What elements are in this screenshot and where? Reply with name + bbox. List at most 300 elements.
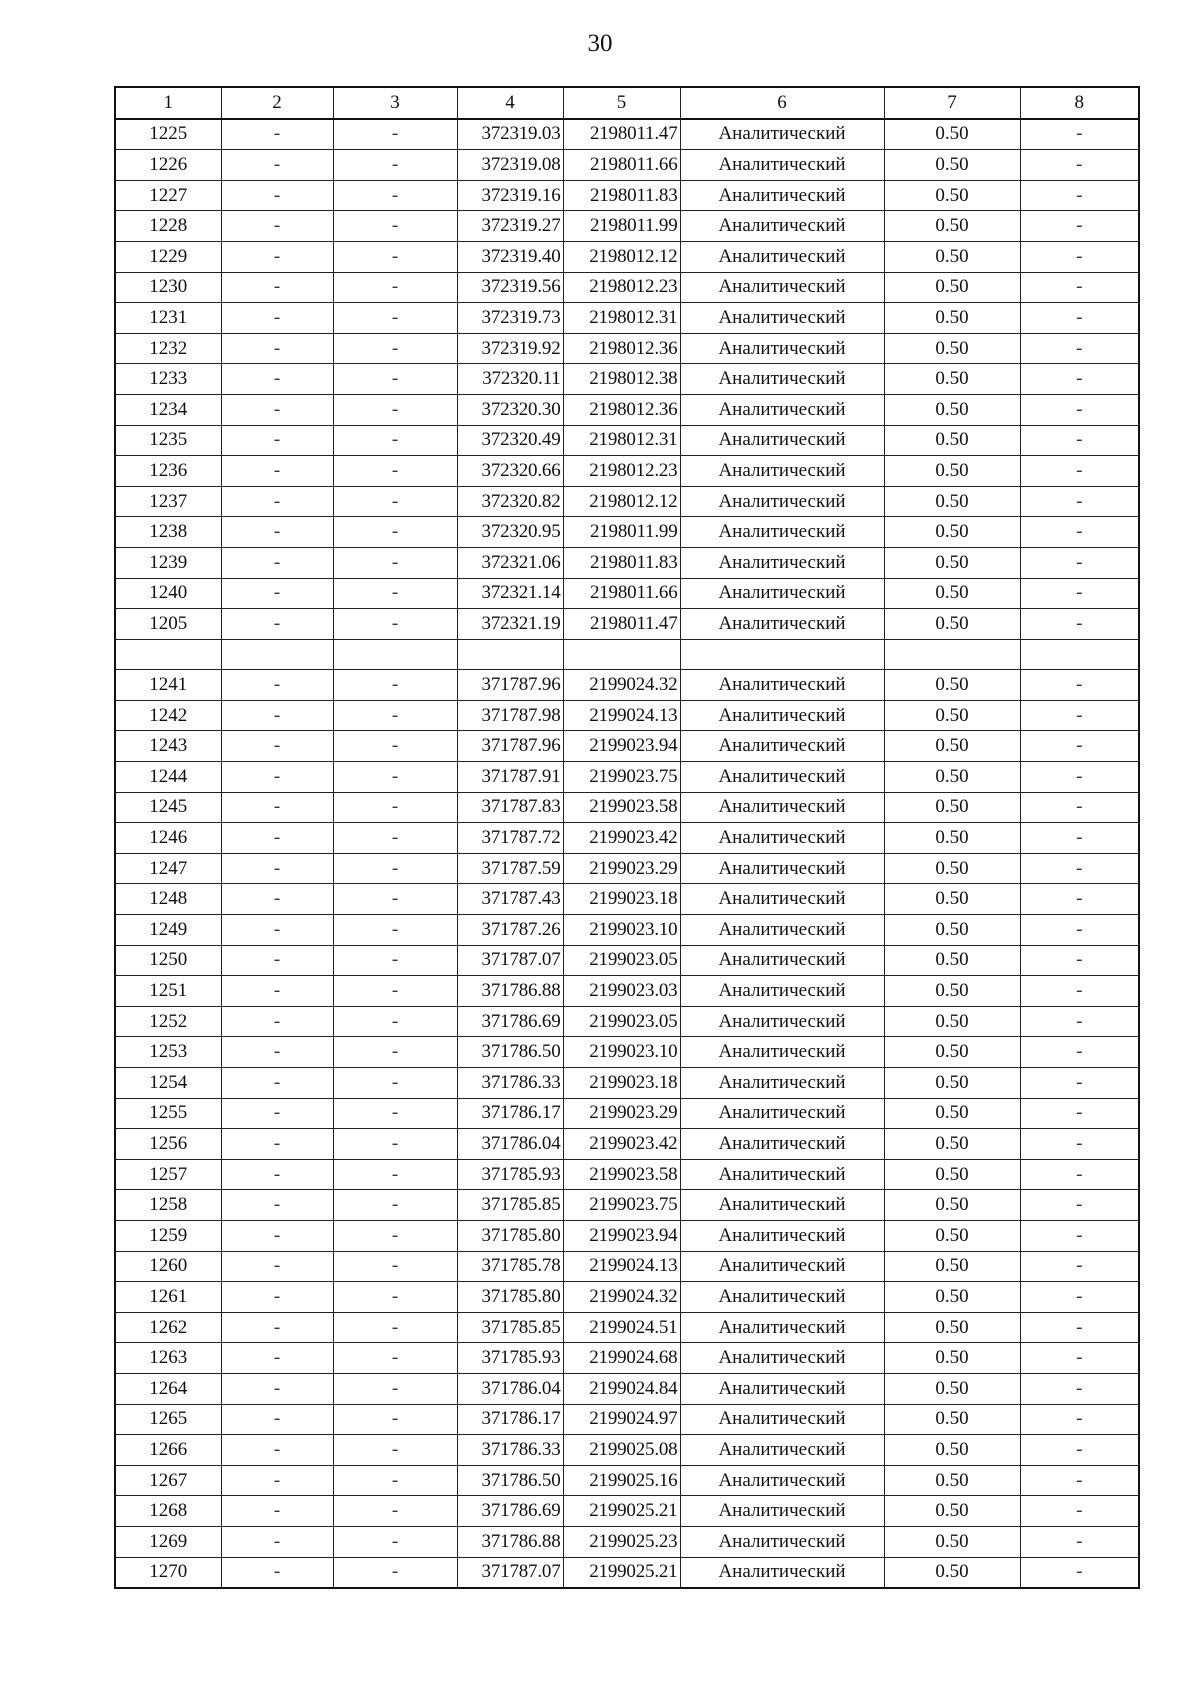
table-row: [115, 670, 1139, 701]
y-coordinate-cell: 2199023.29: [563, 1098, 680, 1129]
col3-cell: -: [333, 1557, 457, 1588]
col2-cell: -: [221, 1220, 333, 1251]
x-coordinate-cell: 371787.07: [457, 945, 563, 976]
table-row: [115, 456, 1139, 487]
x-coordinate-cell: 372319.40: [457, 241, 563, 272]
col2-cell: -: [221, 1373, 333, 1404]
x-coordinate-cell: 372320.30: [457, 394, 563, 425]
y-coordinate-cell: 2199023.42: [563, 1129, 680, 1160]
accuracy-cell: 0.50: [884, 792, 1020, 823]
col3-cell: -: [333, 180, 457, 211]
y-coordinate-cell: 2199023.94: [563, 731, 680, 762]
col3-cell: -: [333, 303, 457, 334]
method-cell: Аналитический: [680, 180, 884, 211]
x-coordinate-cell: 372319.92: [457, 333, 563, 364]
y-coordinate-cell: 2199023.58: [563, 1159, 680, 1190]
y-coordinate-cell: 2198012.31: [563, 425, 680, 456]
col2-cell: -: [221, 1251, 333, 1282]
col3-cell: -: [333, 1373, 457, 1404]
col3-cell: -: [333, 853, 457, 884]
table-row: [115, 211, 1139, 242]
point-number-cell: 1227: [115, 180, 221, 211]
col2-cell: -: [221, 945, 333, 976]
table-row: [115, 976, 1139, 1007]
col3-cell: -: [333, 241, 457, 272]
col8-cell: -: [1020, 1006, 1139, 1037]
method-cell: Аналитический: [680, 1435, 884, 1466]
method-cell: Аналитический: [680, 272, 884, 303]
y-coordinate-cell: 2199024.84: [563, 1373, 680, 1404]
col2-cell: -: [221, 425, 333, 456]
col2-cell: -: [221, 1404, 333, 1435]
table-row: [115, 1557, 1139, 1588]
col8-cell: -: [1020, 731, 1139, 762]
point-number-cell: 1239: [115, 547, 221, 578]
col2-cell: -: [221, 1129, 333, 1160]
x-coordinate-cell: 372320.95: [457, 517, 563, 548]
x-coordinate-cell: 371786.69: [457, 1006, 563, 1037]
y-coordinate-cell: 2199024.32: [563, 670, 680, 701]
table-row: [115, 578, 1139, 609]
col3-cell: -: [333, 211, 457, 242]
accuracy-cell: 0.50: [884, 1006, 1020, 1037]
col2-cell: -: [221, 1465, 333, 1496]
x-coordinate-cell: 372321.06: [457, 547, 563, 578]
col3-cell: -: [333, 1251, 457, 1282]
accuracy-cell: 0.50: [884, 1435, 1020, 1466]
method-cell: Аналитический: [680, 976, 884, 1007]
col2-cell: -: [221, 547, 333, 578]
x-coordinate-cell: 372319.08: [457, 150, 563, 181]
col3-cell: -: [333, 333, 457, 364]
col3-cell: -: [333, 1220, 457, 1251]
method-cell: Аналитический: [680, 425, 884, 456]
col8-cell: [1020, 639, 1139, 670]
method-cell: Аналитический: [680, 364, 884, 395]
accuracy-cell: 0.50: [884, 700, 1020, 731]
method-cell: Аналитический: [680, 1312, 884, 1343]
col8-cell: -: [1020, 394, 1139, 425]
col3-cell: -: [333, 700, 457, 731]
col2-cell: -: [221, 1006, 333, 1037]
col3-cell: -: [333, 1037, 457, 1068]
method-cell: Аналитический: [680, 1098, 884, 1129]
col3-cell: -: [333, 486, 457, 517]
y-coordinate-cell: 2199025.23: [563, 1526, 680, 1557]
y-coordinate-cell: 2199023.03: [563, 976, 680, 1007]
col2-cell: -: [221, 884, 333, 915]
col8-cell: -: [1020, 1098, 1139, 1129]
y-coordinate-cell: 2199023.18: [563, 884, 680, 915]
col8-cell: -: [1020, 1465, 1139, 1496]
col3-cell: -: [333, 976, 457, 1007]
col8-cell: -: [1020, 119, 1139, 150]
table-row: [115, 609, 1139, 640]
point-number-cell: 1269: [115, 1526, 221, 1557]
method-cell: Аналитический: [680, 823, 884, 854]
accuracy-cell: 0.50: [884, 547, 1020, 578]
col2-cell: -: [221, 517, 333, 548]
method-cell: Аналитический: [680, 394, 884, 425]
table-row: [115, 1526, 1139, 1557]
col8-cell: -: [1020, 853, 1139, 884]
y-coordinate-cell: 2199023.75: [563, 1190, 680, 1221]
column-header: 5: [563, 87, 680, 119]
table-row: [115, 1404, 1139, 1435]
x-coordinate-cell: 372319.16: [457, 180, 563, 211]
accuracy-cell: 0.50: [884, 915, 1020, 946]
col8-cell: -: [1020, 1435, 1139, 1466]
method-cell: Аналитический: [680, 1251, 884, 1282]
table-row: [115, 731, 1139, 762]
col2-cell: -: [221, 762, 333, 793]
col2-cell: -: [221, 1282, 333, 1313]
method-cell: Аналитический: [680, 1282, 884, 1313]
col3-cell: -: [333, 119, 457, 150]
x-coordinate-cell: 371785.93: [457, 1343, 563, 1374]
y-coordinate-cell: 2199023.94: [563, 1220, 680, 1251]
table-row: [115, 853, 1139, 884]
method-cell: Аналитический: [680, 670, 884, 701]
col8-cell: -: [1020, 792, 1139, 823]
point-number-cell: 1263: [115, 1343, 221, 1374]
col2-cell: -: [221, 180, 333, 211]
y-coordinate-cell: 2198011.47: [563, 609, 680, 640]
method-cell: Аналитический: [680, 1373, 884, 1404]
accuracy-cell: 0.50: [884, 884, 1020, 915]
accuracy-cell: 0.50: [884, 1098, 1020, 1129]
y-coordinate-cell: 2199023.10: [563, 1037, 680, 1068]
x-coordinate-cell: 371786.50: [457, 1465, 563, 1496]
col3-cell: -: [333, 823, 457, 854]
accuracy-cell: 0.50: [884, 486, 1020, 517]
point-number-cell: 1258: [115, 1190, 221, 1221]
point-number-cell: 1250: [115, 945, 221, 976]
point-number-cell: 1257: [115, 1159, 221, 1190]
x-coordinate-cell: 371786.17: [457, 1404, 563, 1435]
col2-cell: -: [221, 211, 333, 242]
point-number-cell: 1240: [115, 578, 221, 609]
point-number-cell: 1255: [115, 1098, 221, 1129]
col8-cell: -: [1020, 425, 1139, 456]
coordinates-table: [114, 86, 1140, 1589]
col8-cell: -: [1020, 1129, 1139, 1160]
accuracy-cell: 0.50: [884, 394, 1020, 425]
method-cell: [680, 639, 884, 670]
method-cell: Аналитический: [680, 1496, 884, 1527]
point-number-cell: 1225: [115, 119, 221, 150]
col8-cell: -: [1020, 1373, 1139, 1404]
method-cell: Аналитический: [680, 211, 884, 242]
table-row: [115, 700, 1139, 731]
accuracy-cell: 0.50: [884, 976, 1020, 1007]
x-coordinate-cell: 371787.59: [457, 853, 563, 884]
col3-cell: -: [333, 609, 457, 640]
point-number-cell: 1268: [115, 1496, 221, 1527]
point-number-cell: 1252: [115, 1006, 221, 1037]
x-coordinate-cell: 371785.78: [457, 1251, 563, 1282]
page-number: 30: [587, 30, 613, 57]
y-coordinate-cell: 2198012.12: [563, 241, 680, 272]
table-body: [115, 119, 1139, 1589]
col8-cell: -: [1020, 272, 1139, 303]
column-header: 8: [1020, 87, 1139, 119]
col2-cell: -: [221, 976, 333, 1007]
col2-cell: -: [221, 915, 333, 946]
table-row: [115, 394, 1139, 425]
col2-cell: -: [221, 1435, 333, 1466]
col8-cell: -: [1020, 1404, 1139, 1435]
point-number-cell: [115, 639, 221, 670]
column-header: 4: [457, 87, 563, 119]
x-coordinate-cell: 371787.98: [457, 700, 563, 731]
col3-cell: -: [333, 1098, 457, 1129]
point-number-cell: 1238: [115, 517, 221, 548]
accuracy-cell: 0.50: [884, 1343, 1020, 1374]
col8-cell: -: [1020, 1251, 1139, 1282]
col8-cell: -: [1020, 1557, 1139, 1588]
method-cell: Аналитический: [680, 547, 884, 578]
x-coordinate-cell: 371787.96: [457, 731, 563, 762]
x-coordinate-cell: 371786.04: [457, 1129, 563, 1160]
column-header: 2: [221, 87, 333, 119]
accuracy-cell: 0.50: [884, 1465, 1020, 1496]
method-cell: Аналитический: [680, 609, 884, 640]
col8-cell: -: [1020, 211, 1139, 242]
col8-cell: -: [1020, 241, 1139, 272]
method-cell: Аналитический: [680, 945, 884, 976]
method-cell: Аналитический: [680, 884, 884, 915]
method-cell: Аналитический: [680, 578, 884, 609]
y-coordinate-cell: 2199023.18: [563, 1068, 680, 1099]
x-coordinate-cell: 372320.82: [457, 486, 563, 517]
point-number-cell: 1234: [115, 394, 221, 425]
accuracy-cell: 0.50: [884, 1557, 1020, 1588]
y-coordinate-cell: 2198012.36: [563, 333, 680, 364]
y-coordinate-cell: 2198012.31: [563, 303, 680, 334]
accuracy-cell: 0.50: [884, 670, 1020, 701]
y-coordinate-cell: 2198011.99: [563, 211, 680, 242]
accuracy-cell: 0.50: [884, 1251, 1020, 1282]
method-cell: Аналитический: [680, 915, 884, 946]
table-row: [115, 119, 1139, 150]
col8-cell: -: [1020, 945, 1139, 976]
point-number-cell: 1230: [115, 272, 221, 303]
point-number-cell: 1205: [115, 609, 221, 640]
table-row: [115, 364, 1139, 395]
table-row: [115, 762, 1139, 793]
col2-cell: -: [221, 1557, 333, 1588]
col2-cell: -: [221, 1343, 333, 1374]
col3-cell: -: [333, 792, 457, 823]
point-number-cell: 1246: [115, 823, 221, 854]
x-coordinate-cell: 371786.88: [457, 1526, 563, 1557]
col2-cell: -: [221, 303, 333, 334]
x-coordinate-cell: 371785.93: [457, 1159, 563, 1190]
x-coordinate-cell: 371785.80: [457, 1282, 563, 1313]
y-coordinate-cell: 2198012.23: [563, 272, 680, 303]
method-cell: Аналитический: [680, 119, 884, 150]
y-coordinate-cell: [563, 639, 680, 670]
x-coordinate-cell: 372321.14: [457, 578, 563, 609]
method-cell: Аналитический: [680, 1190, 884, 1221]
x-coordinate-cell: 372319.73: [457, 303, 563, 334]
point-number-cell: 1254: [115, 1068, 221, 1099]
table-row: [115, 1465, 1139, 1496]
table-row: [115, 1435, 1139, 1466]
col2-cell: -: [221, 1312, 333, 1343]
y-coordinate-cell: 2199023.10: [563, 915, 680, 946]
point-number-cell: 1253: [115, 1037, 221, 1068]
table-row: [115, 1251, 1139, 1282]
accuracy-cell: 0.50: [884, 272, 1020, 303]
table-row: [115, 272, 1139, 303]
col8-cell: -: [1020, 1037, 1139, 1068]
table-row: [115, 486, 1139, 517]
x-coordinate-cell: 371786.17: [457, 1098, 563, 1129]
col8-cell: -: [1020, 578, 1139, 609]
y-coordinate-cell: 2199025.21: [563, 1557, 680, 1588]
accuracy-cell: 0.50: [884, 1496, 1020, 1527]
accuracy-cell: 0.50: [884, 1373, 1020, 1404]
method-cell: Аналитический: [680, 700, 884, 731]
col8-cell: -: [1020, 1526, 1139, 1557]
table-row: [115, 150, 1139, 181]
point-number-cell: 1270: [115, 1557, 221, 1588]
col3-cell: -: [333, 1006, 457, 1037]
point-number-cell: 1245: [115, 792, 221, 823]
y-coordinate-cell: 2198011.83: [563, 547, 680, 578]
col8-cell: -: [1020, 456, 1139, 487]
accuracy-cell: 0.50: [884, 241, 1020, 272]
accuracy-cell: 0.50: [884, 823, 1020, 854]
y-coordinate-cell: 2199025.21: [563, 1496, 680, 1527]
x-coordinate-cell: 372320.11: [457, 364, 563, 395]
x-coordinate-cell: 372321.19: [457, 609, 563, 640]
col8-cell: -: [1020, 1190, 1139, 1221]
method-cell: Аналитический: [680, 486, 884, 517]
col8-cell: -: [1020, 700, 1139, 731]
col3-cell: -: [333, 364, 457, 395]
point-number-cell: 1260: [115, 1251, 221, 1282]
col8-cell: -: [1020, 823, 1139, 854]
col8-cell: -: [1020, 364, 1139, 395]
point-number-cell: 1244: [115, 762, 221, 793]
col2-cell: -: [221, 1098, 333, 1129]
x-coordinate-cell: 371785.85: [457, 1190, 563, 1221]
method-cell: Аналитический: [680, 1037, 884, 1068]
col8-cell: -: [1020, 670, 1139, 701]
y-coordinate-cell: 2199023.42: [563, 823, 680, 854]
method-cell: Аналитический: [680, 762, 884, 793]
y-coordinate-cell: 2198011.99: [563, 517, 680, 548]
col2-cell: [221, 639, 333, 670]
col8-cell: -: [1020, 180, 1139, 211]
table-row: [115, 547, 1139, 578]
x-coordinate-cell: 371786.33: [457, 1435, 563, 1466]
point-number-cell: 1233: [115, 364, 221, 395]
y-coordinate-cell: 2198012.23: [563, 456, 680, 487]
col3-cell: -: [333, 1526, 457, 1557]
y-coordinate-cell: 2199025.16: [563, 1465, 680, 1496]
col3-cell: -: [333, 915, 457, 946]
col3-cell: -: [333, 670, 457, 701]
accuracy-cell: 0.50: [884, 150, 1020, 181]
y-coordinate-cell: 2199023.05: [563, 1006, 680, 1037]
x-coordinate-cell: 371786.50: [457, 1037, 563, 1068]
table-row: [115, 639, 1139, 670]
accuracy-cell: [884, 639, 1020, 670]
method-cell: Аналитический: [680, 731, 884, 762]
col2-cell: -: [221, 823, 333, 854]
table-row: [115, 1190, 1139, 1221]
method-cell: Аналитический: [680, 1006, 884, 1037]
point-number-cell: 1241: [115, 670, 221, 701]
x-coordinate-cell: 372320.49: [457, 425, 563, 456]
x-coordinate-cell: 371785.80: [457, 1220, 563, 1251]
point-number-cell: 1231: [115, 303, 221, 334]
y-coordinate-cell: 2198012.36: [563, 394, 680, 425]
accuracy-cell: 0.50: [884, 945, 1020, 976]
method-cell: Аналитический: [680, 456, 884, 487]
point-number-cell: 1251: [115, 976, 221, 1007]
col3-cell: -: [333, 1190, 457, 1221]
col2-cell: -: [221, 1037, 333, 1068]
x-coordinate-cell: 371787.26: [457, 915, 563, 946]
point-number-cell: 1264: [115, 1373, 221, 1404]
col3-cell: -: [333, 1312, 457, 1343]
x-coordinate-cell: [457, 639, 563, 670]
y-coordinate-cell: 2199024.97: [563, 1404, 680, 1435]
col2-cell: -: [221, 333, 333, 364]
method-cell: Аналитический: [680, 853, 884, 884]
y-coordinate-cell: 2198012.38: [563, 364, 680, 395]
column-header: 7: [884, 87, 1020, 119]
col8-cell: -: [1020, 333, 1139, 364]
col8-cell: -: [1020, 303, 1139, 334]
accuracy-cell: 0.50: [884, 1220, 1020, 1251]
table-row: [115, 884, 1139, 915]
col2-cell: -: [221, 670, 333, 701]
accuracy-cell: 0.50: [884, 1404, 1020, 1435]
point-number-cell: 1266: [115, 1435, 221, 1466]
method-cell: Аналитический: [680, 1557, 884, 1588]
y-coordinate-cell: 2199023.75: [563, 762, 680, 793]
col2-cell: -: [221, 731, 333, 762]
point-number-cell: 1242: [115, 700, 221, 731]
x-coordinate-cell: 372319.27: [457, 211, 563, 242]
table-row: [115, 333, 1139, 364]
col2-cell: -: [221, 364, 333, 395]
accuracy-cell: 0.50: [884, 364, 1020, 395]
x-coordinate-cell: 371787.83: [457, 792, 563, 823]
accuracy-cell: 0.50: [884, 1282, 1020, 1313]
col2-cell: -: [221, 456, 333, 487]
col3-cell: -: [333, 1465, 457, 1496]
method-cell: Аналитический: [680, 150, 884, 181]
method-cell: Аналитический: [680, 517, 884, 548]
col2-cell: -: [221, 1526, 333, 1557]
accuracy-cell: 0.50: [884, 517, 1020, 548]
accuracy-cell: 0.50: [884, 180, 1020, 211]
col3-cell: -: [333, 1435, 457, 1466]
accuracy-cell: 0.50: [884, 853, 1020, 884]
x-coordinate-cell: 371786.69: [457, 1496, 563, 1527]
column-header: 1: [115, 87, 221, 119]
table-row: [115, 1220, 1139, 1251]
accuracy-cell: 0.50: [884, 333, 1020, 364]
x-coordinate-cell: 371787.43: [457, 884, 563, 915]
